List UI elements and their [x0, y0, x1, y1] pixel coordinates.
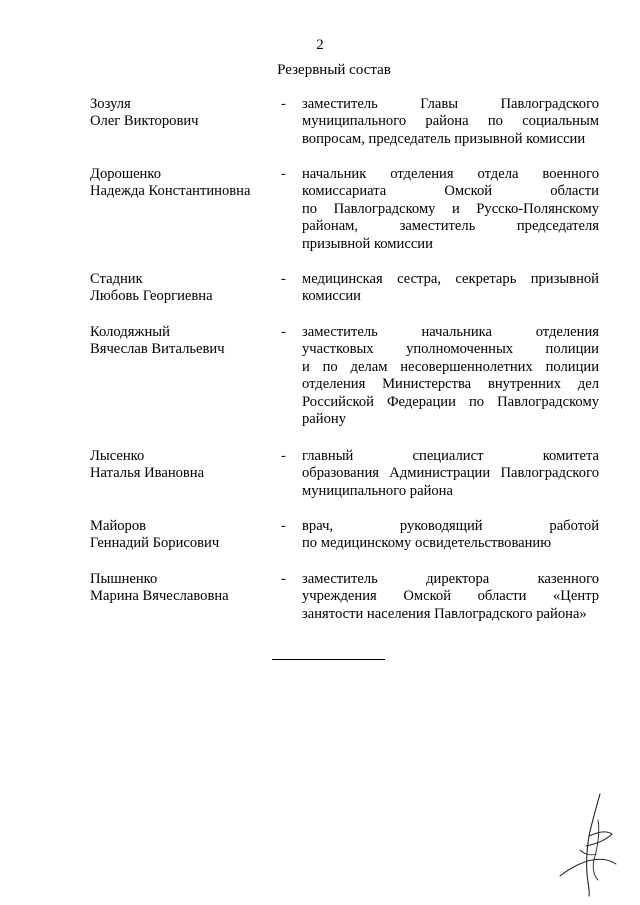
member-given-names: Вячеслав Витальевич — [90, 341, 225, 358]
member-role — [302, 518, 599, 553]
member-role — [302, 96, 599, 148]
role-line: участковых уполномоченных полиции — [302, 341, 599, 358]
member-surname: Лысенко — [90, 448, 145, 464]
member-given-names: Марина Вячеславовна — [90, 588, 229, 605]
separator-dash: - — [281, 271, 286, 287]
member-given-names: Олег Викторович — [90, 113, 199, 130]
role-line: учреждения Омской области «Центр — [302, 588, 599, 605]
separator-dash: - — [281, 571, 286, 587]
role-line: главный специалист комитета — [302, 448, 599, 464]
role-line: муниципального района по социальным — [302, 113, 599, 130]
role-line: занятости населения Павлоградского района» — [302, 605, 587, 622]
separator-dash: - — [281, 166, 286, 182]
role-line: районам, заместитель председателя — [302, 218, 599, 235]
role-line: вопросам, председатель призывной комиссии — [302, 130, 586, 147]
member-role — [302, 271, 599, 306]
role-line: комиссии — [302, 288, 361, 305]
member-role — [302, 448, 599, 500]
role-line: отделения Министерства внутренних дел — [302, 376, 599, 393]
member-name — [90, 448, 280, 483]
role-line: Российской Федерации по Павлоградскому — [302, 393, 599, 410]
member-name — [90, 96, 280, 131]
role-line: призывной комиссии — [302, 235, 433, 252]
role-line: муниципального района — [302, 482, 453, 499]
role-line: заместитель директора казенного — [302, 571, 599, 587]
member-surname: Пышненко — [90, 571, 158, 587]
role-line: по Павлоградскому и Русско-Полянскому — [302, 200, 599, 217]
role-line: комиссариата Омской области — [302, 183, 599, 200]
member-role — [302, 324, 599, 428]
role-line: заместитель Главы Павлоградского — [302, 96, 599, 112]
section-title: Резервный состав — [277, 62, 391, 78]
member-given-names: Любовь Георгиевна — [90, 288, 213, 305]
separator-dash: - — [281, 96, 286, 112]
member-given-names: Надежда Константиновна — [90, 183, 251, 200]
member-given-names: Геннадий Борисович — [90, 535, 220, 552]
role-line: району — [302, 411, 346, 428]
separator-dash: - — [281, 324, 286, 340]
separator-dash: - — [281, 448, 286, 464]
member-name — [90, 324, 280, 359]
role-line: образования Администрации Павлоградского — [302, 465, 599, 482]
member-given-names: Наталья Ивановна — [90, 465, 205, 482]
member-surname: Зозуля — [90, 96, 131, 112]
member-role — [302, 571, 599, 623]
member-name — [90, 518, 280, 553]
member-surname: Майоров — [90, 518, 147, 534]
member-surname: Колодяжный — [90, 324, 170, 340]
role-line: врач, руководящий работой — [302, 518, 599, 534]
member-name — [90, 571, 280, 606]
separator-dash: - — [281, 518, 286, 534]
role-line: и по делам несовершеннолетних полиции — [302, 358, 599, 375]
member-name — [90, 166, 280, 201]
page-number: 2 — [316, 37, 324, 53]
member-name — [90, 271, 280, 306]
member-surname: Стадник — [90, 271, 143, 287]
role-line: медицинская сестра, секретарь призывной — [302, 271, 599, 287]
signature — [556, 790, 620, 898]
closing-rule — [272, 659, 385, 660]
role-line: по медицинскому освидетельствованию — [302, 535, 552, 552]
member-role — [302, 166, 599, 253]
member-surname: Дорошенко — [90, 166, 162, 182]
role-line: начальник отделения отдела военного — [302, 166, 599, 182]
role-line: заместитель начальника отделения — [302, 324, 599, 340]
